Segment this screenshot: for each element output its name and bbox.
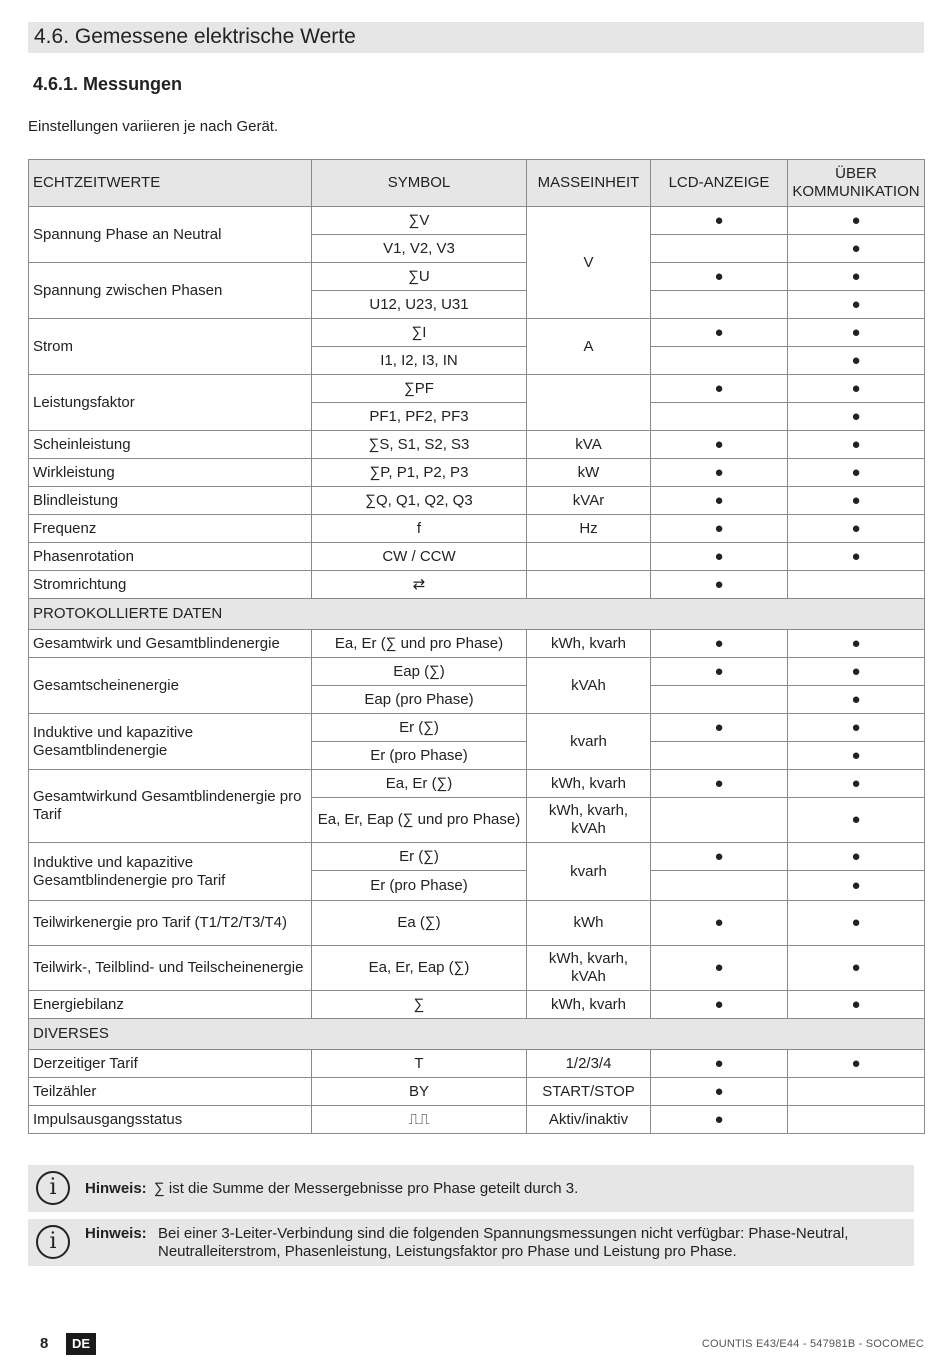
unit-cell: kvarh bbox=[527, 714, 651, 770]
table-row bbox=[29, 991, 925, 1019]
measurement-name: Blindleistung bbox=[29, 487, 312, 515]
unit-cell: Hz bbox=[527, 515, 651, 543]
symbol-cell: ∑S, S1, S2, S3 bbox=[312, 431, 527, 459]
header-symbol: SYMBOL bbox=[312, 160, 527, 207]
lcd-dot: ● bbox=[651, 543, 788, 571]
unit-empty bbox=[527, 375, 651, 431]
measurement-name: Frequenz bbox=[29, 515, 312, 543]
comm-dot: ● bbox=[788, 946, 925, 991]
comm-dot: ● bbox=[788, 798, 925, 843]
note-box bbox=[28, 1165, 914, 1212]
unit-cell: Aktiv/inaktiv bbox=[527, 1106, 651, 1134]
symbol-cell: U12, U23, U31 bbox=[312, 291, 527, 319]
unit-cell: kWh bbox=[527, 901, 651, 946]
measurement-name: Teilwirk-, Teilblind- und Teilscheinenergie bbox=[29, 946, 312, 991]
lcd-dot: ● bbox=[651, 991, 788, 1019]
measurement-name: Wirkleistung bbox=[29, 459, 312, 487]
table-row bbox=[29, 375, 925, 403]
lcd-dot: ● bbox=[651, 946, 788, 991]
table-row bbox=[29, 1050, 925, 1078]
table-row bbox=[29, 1078, 925, 1106]
symbol-cell: Ea, Er (∑) bbox=[312, 770, 527, 798]
unit-cell: A bbox=[527, 319, 651, 375]
lcd-dot: ● bbox=[651, 263, 788, 291]
symbol-cell: Ea, Er (∑ und pro Phase) bbox=[312, 630, 527, 658]
measurement-name: Scheinleistung bbox=[29, 431, 312, 459]
lcd-dot: ● bbox=[651, 714, 788, 742]
lcd-dot: ● bbox=[651, 630, 788, 658]
table-row bbox=[29, 770, 925, 798]
symbol-cell: ∑Q, Q1, Q2, Q3 bbox=[312, 487, 527, 515]
table-row bbox=[29, 1106, 925, 1134]
table-row bbox=[29, 901, 925, 946]
comm-dot: ● bbox=[788, 515, 925, 543]
lcd-dot: ● bbox=[651, 1106, 788, 1134]
symbol-cell: ∑ bbox=[312, 991, 527, 1019]
info-icon: i bbox=[36, 1171, 70, 1205]
symbol-cell: Eap (∑) bbox=[312, 658, 527, 686]
note-label: Hinweis: bbox=[85, 1225, 147, 1242]
table-row bbox=[29, 431, 925, 459]
lcd-empty bbox=[651, 742, 788, 770]
symbol-cell: ∑P, P1, P2, P3 bbox=[312, 459, 527, 487]
section-row-logged bbox=[29, 599, 925, 630]
section-label: DIVERSES bbox=[29, 1019, 925, 1050]
comm-empty bbox=[788, 1106, 925, 1134]
comm-dot: ● bbox=[788, 347, 925, 375]
measurement-name: Teilwirkenergie pro Tarif (T1/T2/T3/T4) bbox=[29, 901, 312, 946]
intro-text: Einstellungen variieren je nach Gerät. bbox=[28, 118, 279, 135]
unit-cell: START/STOP bbox=[527, 1078, 651, 1106]
note-text: ∑ ist die Summe der Messergebnisse pro Phase geteilt durch 3. bbox=[154, 1180, 579, 1197]
unit-cell: kWh, kvarh, kVAh bbox=[527, 946, 651, 991]
table-row bbox=[29, 946, 925, 991]
symbol-cell: Er (∑) bbox=[312, 843, 527, 871]
measurement-name: Gesamtwirk und Gesamtblindenergie bbox=[29, 630, 312, 658]
comm-dot: ● bbox=[788, 543, 925, 571]
measurement-name: Induktive und kapazitive Gesamtblindenergie bbox=[29, 714, 312, 770]
lcd-empty bbox=[651, 235, 788, 263]
symbol-cell: T bbox=[312, 1050, 527, 1078]
comm-dot: ● bbox=[788, 991, 925, 1019]
symbol-cell: ∑PF bbox=[312, 375, 527, 403]
symbol-cell: Eap (pro Phase) bbox=[312, 686, 527, 714]
comm-empty bbox=[788, 1078, 925, 1106]
symbol-cell: I1, I2, I3, IN bbox=[312, 347, 527, 375]
measurement-name: Strom bbox=[29, 319, 312, 375]
table-row bbox=[29, 543, 925, 571]
table-row bbox=[29, 207, 925, 235]
symbol-cell: ∑U bbox=[312, 263, 527, 291]
comm-dot: ● bbox=[788, 742, 925, 770]
note-text: Bei einer 3-Leiter-Verbindung sind die folgenden Spannungsmessungen nicht verfügbar: Phase-Neutral, Neutralleiterstrom, Phasenleistung, Leistungsfaktor pro Phase und Leistung pro Phase. bbox=[158, 1225, 849, 1260]
measurement-name: Phasenrotation bbox=[29, 543, 312, 571]
comm-dot: ● bbox=[788, 235, 925, 263]
table-row bbox=[29, 459, 925, 487]
comm-dot: ● bbox=[788, 770, 925, 798]
lcd-dot: ● bbox=[651, 1050, 788, 1078]
language-badge: DE bbox=[66, 1333, 96, 1355]
symbol-cell: Er (∑) bbox=[312, 714, 527, 742]
symbol-cell: CW / CCW bbox=[312, 543, 527, 571]
header-masseinheit: MASSEINHEIT bbox=[527, 160, 651, 207]
pulse-symbol: ⎍⎍ bbox=[312, 1106, 527, 1134]
comm-dot: ● bbox=[788, 375, 925, 403]
measurement-name: Gesamtwirkund Gesamtblindenergie pro Tarif bbox=[29, 770, 312, 843]
unit-cell: kWh, kvarh bbox=[527, 770, 651, 798]
table-row bbox=[29, 263, 925, 291]
measurement-name: Spannung zwischen Phasen bbox=[29, 263, 312, 319]
direction-symbol: ⇄ bbox=[312, 571, 527, 599]
measurement-name: Teilzähler bbox=[29, 1078, 312, 1106]
section-label: PROTOKOLLIERTE DATEN bbox=[29, 599, 925, 630]
unit-empty bbox=[527, 571, 651, 599]
lcd-dot: ● bbox=[651, 375, 788, 403]
measurement-name: Induktive und kapazitive Gesamtblindenergie pro Tarif bbox=[29, 843, 312, 901]
comm-dot: ● bbox=[788, 630, 925, 658]
unit-cell: kVAh bbox=[527, 658, 651, 714]
symbol-cell: ∑V bbox=[312, 207, 527, 235]
comm-dot: ● bbox=[788, 319, 925, 347]
unit-cell: kWh, kvarh, kVAh bbox=[527, 798, 651, 843]
symbol-cell: V1, V2, V3 bbox=[312, 235, 527, 263]
table-row bbox=[29, 630, 925, 658]
table-header-row bbox=[29, 160, 925, 207]
comm-dot: ● bbox=[788, 686, 925, 714]
unit-cell: kVAr bbox=[527, 487, 651, 515]
measurement-name: Energiebilanz bbox=[29, 991, 312, 1019]
measurement-name: Derzeitiger Tarif bbox=[29, 1050, 312, 1078]
lcd-dot: ● bbox=[651, 459, 788, 487]
lcd-dot: ● bbox=[651, 901, 788, 946]
unit-cell: kW bbox=[527, 459, 651, 487]
measurements-table bbox=[28, 159, 925, 1134]
symbol-cell: BY bbox=[312, 1078, 527, 1106]
comm-dot: ● bbox=[788, 871, 925, 901]
header-kommunikation: ÜBER KOMMUNIKATION bbox=[788, 160, 925, 207]
document-reference: COUNTIS E43/E44 - 547981B - SOCOMEC bbox=[701, 1338, 924, 1350]
measurement-name: Spannung Phase an Neutral bbox=[29, 207, 312, 263]
table-row bbox=[29, 515, 925, 543]
unit-cell: kWh, kvarh bbox=[527, 991, 651, 1019]
section-header bbox=[28, 22, 924, 53]
unit-cell: V bbox=[527, 207, 651, 319]
comm-dot: ● bbox=[788, 431, 925, 459]
section-row-misc bbox=[29, 1019, 925, 1050]
symbol-cell: f bbox=[312, 515, 527, 543]
unit-empty bbox=[527, 543, 651, 571]
symbol-cell: Ea (∑) bbox=[312, 901, 527, 946]
section-title: 4.6. Gemessene elektrische Werte bbox=[34, 25, 356, 48]
lcd-dot: ● bbox=[651, 843, 788, 871]
info-icon: i bbox=[36, 1225, 70, 1259]
unit-cell: kWh, kvarh bbox=[527, 630, 651, 658]
comm-dot: ● bbox=[788, 658, 925, 686]
comm-dot: ● bbox=[788, 263, 925, 291]
table-row bbox=[29, 319, 925, 347]
lcd-dot: ● bbox=[651, 431, 788, 459]
lcd-empty bbox=[651, 403, 788, 431]
symbol-cell: Ea, Er, Eap (∑ und pro Phase) bbox=[312, 798, 527, 843]
symbol-cell: Er (pro Phase) bbox=[312, 871, 527, 901]
header-echtzeitwerte: ECHTZEITWERTE bbox=[29, 160, 312, 207]
lcd-dot: ● bbox=[651, 571, 788, 599]
lcd-dot: ● bbox=[651, 770, 788, 798]
lcd-empty bbox=[651, 291, 788, 319]
comm-dot: ● bbox=[788, 459, 925, 487]
measurement-name: Stromrichtung bbox=[29, 571, 312, 599]
symbol-cell: Ea, Er, Eap (∑) bbox=[312, 946, 527, 991]
comm-dot: ● bbox=[788, 291, 925, 319]
symbol-cell: ∑I bbox=[312, 319, 527, 347]
measurement-name: Impulsausgangsstatus bbox=[29, 1106, 312, 1134]
unit-cell: kVA bbox=[527, 431, 651, 459]
comm-empty bbox=[788, 571, 925, 599]
unit-cell: kvarh bbox=[527, 843, 651, 901]
header-lcd-anzeige: LCD-ANZEIGE bbox=[651, 160, 788, 207]
lcd-dot: ● bbox=[651, 319, 788, 347]
table-row bbox=[29, 658, 925, 686]
lcd-empty bbox=[651, 798, 788, 843]
comm-dot: ● bbox=[788, 1050, 925, 1078]
lcd-empty bbox=[651, 686, 788, 714]
table-row bbox=[29, 714, 925, 742]
unit-cell: 1/2/3/4 bbox=[527, 1050, 651, 1078]
lcd-dot: ● bbox=[651, 207, 788, 235]
note-label: Hinweis: bbox=[85, 1180, 147, 1197]
page-number: 8 bbox=[40, 1335, 49, 1352]
lcd-dot: ● bbox=[651, 515, 788, 543]
comm-dot: ● bbox=[788, 843, 925, 871]
lcd-dot: ● bbox=[651, 658, 788, 686]
note-box bbox=[28, 1219, 914, 1266]
comm-dot: ● bbox=[788, 207, 925, 235]
table-row bbox=[29, 843, 925, 871]
comm-dot: ● bbox=[788, 901, 925, 946]
symbol-cell: Er (pro Phase) bbox=[312, 742, 527, 770]
measurement-name: Leistungsfaktor bbox=[29, 375, 312, 431]
comm-dot: ● bbox=[788, 403, 925, 431]
lcd-empty bbox=[651, 871, 788, 901]
subsection-title: 4.6.1. Messungen bbox=[33, 74, 183, 94]
table-row bbox=[29, 571, 925, 599]
comm-dot: ● bbox=[788, 487, 925, 515]
lcd-dot: ● bbox=[651, 487, 788, 515]
lcd-dot: ● bbox=[651, 1078, 788, 1106]
lcd-empty bbox=[651, 347, 788, 375]
symbol-cell: PF1, PF2, PF3 bbox=[312, 403, 527, 431]
measurement-name: Gesamtscheinenergie bbox=[29, 658, 312, 714]
comm-dot: ● bbox=[788, 714, 925, 742]
table-row bbox=[29, 487, 925, 515]
